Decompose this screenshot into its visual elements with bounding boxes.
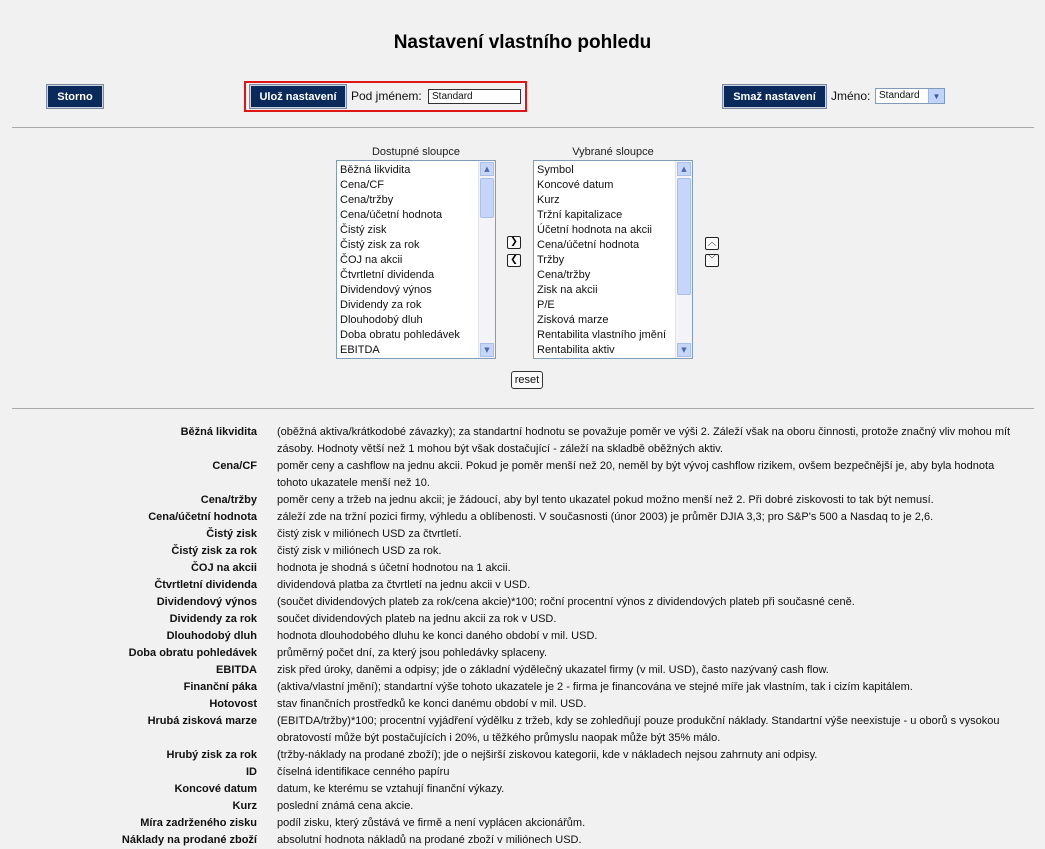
definition-row bbox=[0, 662, 1045, 679]
available-column-item[interactable]: Dividendový výnos bbox=[340, 284, 432, 296]
definition-row bbox=[0, 611, 1045, 628]
scrollbar-thumb[interactable] bbox=[480, 178, 494, 218]
selected-column-item[interactable]: Cena/účetní hodnota bbox=[537, 239, 640, 251]
selected-column-item[interactable]: Kurz bbox=[537, 194, 560, 206]
definition-term: Cena/účetní hodnota bbox=[148, 511, 257, 523]
definition-term: Čistý zisk za rok bbox=[171, 545, 257, 557]
definition-term: Cena/tržby bbox=[200, 494, 257, 506]
definition-row bbox=[0, 509, 1045, 526]
available-column-item[interactable]: Cena/tržby bbox=[340, 194, 394, 206]
definition-row bbox=[0, 747, 1045, 764]
definition-description: součet dividendových plateb na jednu akcii za rok v USD. bbox=[277, 613, 557, 625]
chevron-left-icon: ❮ bbox=[510, 255, 518, 265]
chevron-down-icon: ﹀ bbox=[707, 255, 717, 265]
delete-name-label: Jméno: bbox=[831, 89, 871, 103]
selected-column-item[interactable]: Cena/tržby bbox=[537, 269, 591, 281]
selected-columns-list[interactable] bbox=[533, 160, 693, 359]
chevron-right-icon: ❯ bbox=[510, 237, 518, 247]
definition-row bbox=[0, 696, 1045, 713]
save-name-label: Pod jménem: bbox=[351, 89, 422, 103]
page-title: Nastavení vlastního pohledu bbox=[393, 32, 652, 53]
definition-term: ID bbox=[246, 766, 257, 778]
definition-term: Cena/CF bbox=[212, 460, 257, 472]
definition-description: hodnota dlouhodobého dluhu ke konci daného období v mil. USD. bbox=[277, 630, 598, 642]
move-up-button[interactable] bbox=[705, 237, 719, 250]
chevron-up-icon: ︿ bbox=[707, 238, 717, 248]
definition-row bbox=[0, 679, 1045, 696]
selected-column-item[interactable]: Tržní kapitalizace bbox=[537, 209, 623, 221]
selected-column-item[interactable]: Účetní hodnota na akcii bbox=[537, 224, 652, 236]
available-column-item[interactable]: Čistý zisk za rok bbox=[340, 239, 420, 251]
definition-term: Čistý zisk bbox=[206, 528, 257, 540]
delete-name-value: Standard bbox=[879, 90, 920, 101]
available-column-item[interactable]: Dividendy za rok bbox=[340, 299, 422, 311]
selected-column-item[interactable]: Zisková marze bbox=[537, 314, 609, 326]
definition-row bbox=[0, 798, 1045, 815]
definition-row bbox=[0, 543, 1045, 560]
definition-description: čistý zisk v miliónech USD za rok. bbox=[277, 545, 442, 557]
definition-row bbox=[0, 492, 1045, 509]
selected-column-item[interactable]: Rentabilita vlastního jmění bbox=[537, 329, 667, 341]
definition-description: (EBITDA/tržby)*100; procentní vyjádření výdělku z tržeb, kdy se zohledňují pouze produkční náklady. Standartní výše neexistuje - u oborů s vysokou obratovostí může být postačujících i 20%, u těžkého průmyslu naopak může být 35% málo. bbox=[277, 715, 1000, 744]
definition-description: poměr ceny a cashflow na jednu akcii. Pokud je poměr menší než 20, neměl by být vývoj cashflow rizikem, ovšem bezpečnější je, aby byla hodnota tohoto ukazatele menší než 10. bbox=[277, 460, 995, 489]
move-left-button[interactable] bbox=[507, 254, 521, 267]
definition-term: ČOJ na akcii bbox=[190, 562, 257, 574]
definition-term: Dividendový výnos bbox=[156, 596, 257, 608]
selected-column-item[interactable]: Zisk na akcii bbox=[537, 284, 598, 296]
definition-row bbox=[0, 832, 1045, 849]
definition-description: záleží zde na tržní pozici firmy, výhledu a oblíbenosti. V současnosti (únor 2003) je průměr DJIA 3,3; pro S&P's 500 a Nasdaq to je 2,6. bbox=[277, 511, 934, 523]
available-column-item[interactable]: ČOJ na akcii bbox=[340, 254, 403, 266]
available-column-item[interactable]: Cena/CF bbox=[340, 179, 385, 191]
selected-column-item[interactable]: Symbol bbox=[537, 164, 574, 176]
scroll-down-icon[interactable]: ▼ bbox=[480, 343, 494, 357]
definition-description: (aktiva/vlastní jmění); standartní výše tohoto ukazatele je 2 - firma je financována ve stejné míře jak vlastním, tak i cizím kapitálem. bbox=[277, 681, 913, 693]
definition-term: Hotovost bbox=[209, 698, 257, 710]
available-column-item[interactable]: Čtvrtletní dividenda bbox=[340, 269, 435, 281]
delete-name-select[interactable] bbox=[875, 88, 945, 104]
definition-term: Dividendy za rok bbox=[169, 613, 257, 625]
definition-row bbox=[0, 577, 1045, 594]
selected-columns-label: Vybrané sloupce bbox=[572, 146, 654, 158]
selected-column-item[interactable]: Koncové datum bbox=[537, 179, 614, 191]
definition-term: Čtvrtletní dividenda bbox=[154, 579, 257, 591]
move-right-button[interactable] bbox=[507, 236, 521, 249]
definition-term: Hrubá zisková marze bbox=[147, 715, 257, 727]
reset-button[interactable]: reset bbox=[511, 371, 543, 389]
definition-row bbox=[0, 764, 1045, 781]
definitions-list bbox=[0, 424, 1045, 849]
definition-description: dividendová platba za čtvrtletí na jednu akcii v USD. bbox=[277, 579, 531, 591]
definition-term: Doba obratu pohledávek bbox=[128, 647, 257, 659]
definition-description: (součet dividendových plateb za rok/cena akcie)*100; roční procentní výnos z dividendových plateb při současné ceně. bbox=[277, 596, 855, 608]
scroll-up-icon[interactable]: ▲ bbox=[480, 162, 494, 176]
definition-description: datum, ke kterému se vztahují finanční výkazy. bbox=[277, 783, 505, 795]
available-scrollbar[interactable] bbox=[478, 161, 495, 358]
chevron-down-icon[interactable]: ▼ bbox=[928, 89, 944, 103]
available-columns-label: Dostupné sloupce bbox=[371, 146, 461, 158]
definition-term: Kurz bbox=[232, 800, 257, 812]
definition-description: podíl zisku, který zůstává ve firmě a není vyplácen akcionářům. bbox=[277, 817, 586, 829]
definition-description: číselná identifikace cenného papíru bbox=[277, 766, 450, 778]
definition-description: poměr ceny a tržeb na jednu akcii; je žádoucí, aby byl tento ukazatel pokud možno menší než 2. Při dobré ziskovosti to tak být nemusí. bbox=[277, 494, 934, 506]
cancel-button[interactable]: Storno bbox=[47, 85, 103, 108]
definition-row bbox=[0, 628, 1045, 645]
definition-row bbox=[0, 424, 1045, 458]
definition-description: poslední známá cena akcie. bbox=[277, 800, 414, 812]
save-name-input[interactable]: Standard bbox=[428, 89, 521, 104]
selected-column-item[interactable]: Rentabilita aktiv bbox=[537, 344, 615, 356]
definition-row bbox=[0, 645, 1045, 662]
definition-row bbox=[0, 458, 1045, 492]
definition-term: Běžná likvidita bbox=[180, 426, 257, 438]
divider-top bbox=[12, 127, 1034, 128]
available-column-item[interactable]: Čistý zisk bbox=[340, 224, 387, 236]
definition-description: (oběžná aktiva/krátkodobé závazky); za standartní hodnotu se považuje poměr ve výši 2. Záleží však na oboru činnosti, protože značný vliv mohou mít zásoby. Hodnoty větší než 1 mohou být však dostačující - záleží na skladbě oběžných aktiv. bbox=[277, 426, 1011, 455]
available-column-item[interactable]: Běžná likvidita bbox=[340, 164, 411, 176]
definition-term: Finanční páka bbox=[183, 681, 257, 693]
definition-description: průměrný počet dní, za který jsou pohledávky splaceny. bbox=[277, 647, 548, 659]
divider-bottom bbox=[12, 408, 1034, 409]
scroll-down-icon[interactable]: ▼ bbox=[677, 343, 691, 357]
selected-scrollbar[interactable] bbox=[675, 161, 692, 358]
selected-column-item[interactable]: P/E bbox=[537, 299, 555, 311]
save-button[interactable]: Ulož nastavení bbox=[250, 85, 346, 108]
definition-row bbox=[0, 594, 1045, 611]
definition-description: zisk před úroky, daněmi a odpisy; jde o základní výdělečný ukazatel firmy (v mil. USD), často nazývaný cash flow. bbox=[277, 664, 829, 676]
available-column-item[interactable]: Cena/účetní hodnota bbox=[340, 209, 443, 221]
definition-description: stav finančních prostředků ke konci danému období v mil. USD. bbox=[277, 698, 587, 710]
definition-term: Míra zadrženého zisku bbox=[140, 817, 257, 829]
move-down-button[interactable] bbox=[705, 254, 719, 267]
selected-column-item[interactable]: Tržby bbox=[537, 254, 565, 266]
scrollbar-thumb[interactable] bbox=[677, 178, 691, 295]
definition-row bbox=[0, 560, 1045, 577]
scroll-up-icon[interactable]: ▲ bbox=[677, 162, 691, 176]
delete-button[interactable]: Smaž nastavení bbox=[723, 85, 826, 108]
available-column-item[interactable]: EBITDA bbox=[340, 344, 380, 356]
available-column-item[interactable]: Doba obratu pohledávek bbox=[340, 329, 460, 341]
definition-description: absolutní hodnota nákladů na prodané zboží v miliónech USD. bbox=[277, 834, 582, 846]
definition-row bbox=[0, 713, 1045, 747]
definition-term: EBITDA bbox=[216, 664, 257, 676]
definition-row bbox=[0, 526, 1045, 543]
definition-term: Hrubý zisk za rok bbox=[166, 749, 257, 761]
available-columns-list[interactable] bbox=[336, 160, 496, 359]
definition-row bbox=[0, 781, 1045, 798]
definition-description: hodnota je shodná s účetní hodnotou na 1 akcii. bbox=[277, 562, 511, 574]
available-column-item[interactable]: Dlouhodobý dluh bbox=[340, 314, 423, 326]
definition-row bbox=[0, 815, 1045, 832]
definition-description: čistý zisk v miliónech USD za čtvrtletí. bbox=[277, 528, 462, 540]
definition-term: Dlouhodobý dluh bbox=[166, 630, 257, 642]
definition-description: (tržby-náklady na prodané zboží); jde o nejširší ziskovou kategorii, kde v nákladech nejsou zahrnuty ani odpisy. bbox=[277, 749, 818, 761]
definition-term: Náklady na prodané zboží bbox=[121, 834, 257, 846]
definition-term: Koncové datum bbox=[174, 783, 257, 795]
